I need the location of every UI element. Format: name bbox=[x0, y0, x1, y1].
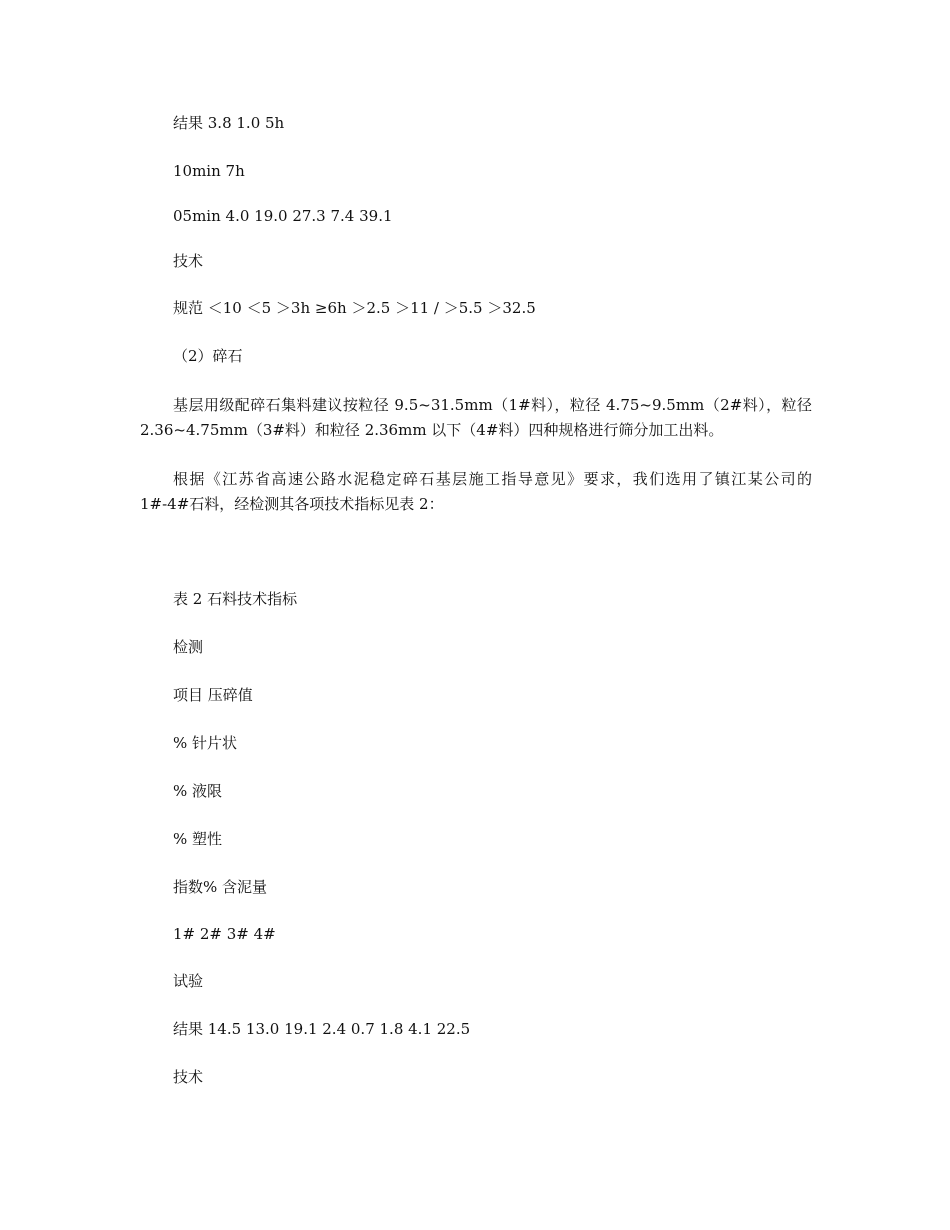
text-line-item: 项目 压碎值 bbox=[173, 686, 253, 704]
text-line-liquid-limit: % 液限 bbox=[173, 782, 223, 800]
text-line-specification: 规范 ＜10 ＜5 ＞3h ≥6h ＞2.5 ＞11 / ＞5.5 ＞32.5 bbox=[173, 299, 536, 317]
text-line-result-1: 结果 3.8 1.0 5h bbox=[173, 114, 285, 132]
table-caption: 表 2 石料技术指标 bbox=[173, 590, 298, 608]
paragraph-aggregate-sizes: 基层用级配碎石集料建议按粒径 9.5~31.5mm（1#料），粒径 4.75~9.5mm（2#料），粒径 2.36~4.75mm（3#料）和粒径 2.36mm 以下（4#料）四种规格进行筛分加工出料。 bbox=[140, 396, 812, 439]
text-line-mud-content: 指数% 含泥量 bbox=[173, 878, 268, 896]
text-line-technical-2: 技术 bbox=[173, 1068, 204, 1086]
text-line-materials: 1# 2# 3# 4# bbox=[173, 925, 276, 943]
paragraph-material-selection: 根据《江苏省高速公路水泥稳定碎石基层施工指导意见》要求，我们选用了镇江某公司的 1#-4#石料，经检测其各项技术指标见表 2： bbox=[140, 470, 812, 513]
text-line-needle: % 针片状 bbox=[173, 734, 238, 752]
text-line-plasticity: % 塑性 bbox=[173, 830, 223, 848]
text-line-inspection: 检测 bbox=[173, 638, 204, 656]
text-line-test: 试验 bbox=[173, 972, 204, 990]
text-line-values: 05min 4.0 19.0 27.3 7.4 39.1 bbox=[173, 207, 393, 225]
section-heading-crushed-stone: （2）碎石 bbox=[173, 347, 243, 365]
text-line-result-2: 结果 14.5 13.0 19.1 2.4 0.7 1.8 4.1 22.5 bbox=[173, 1020, 471, 1038]
text-line-technical: 技术 bbox=[173, 252, 204, 270]
text-line-time: 10min 7h bbox=[173, 162, 245, 180]
